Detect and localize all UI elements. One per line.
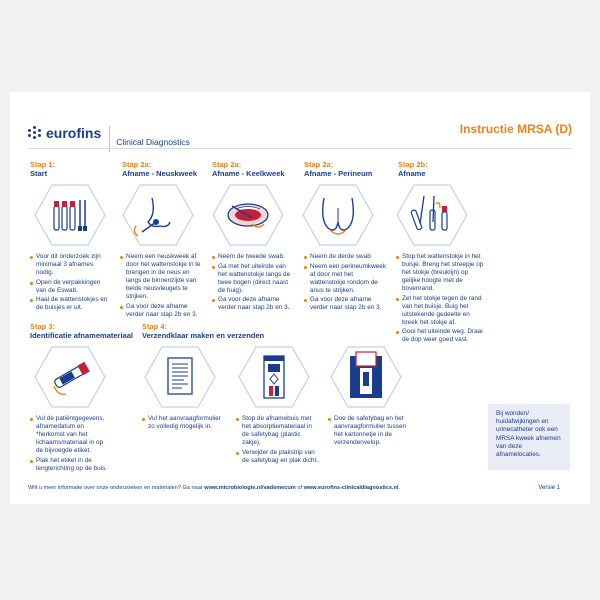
list-item: Vul het aanvraagformulier zo volledig mogelijk in. — [142, 415, 226, 431]
safety-bag-icon — [238, 346, 310, 408]
list-item: Ga voor deze afname verder naar stap 2b en 3. — [120, 303, 204, 319]
step-2b-title: Stap 2b: Afname — [398, 160, 428, 178]
step-1-bullets — [30, 253, 110, 314]
step-1-title: Stap 1: Start — [30, 160, 56, 178]
step-2a-nose-bullets — [120, 253, 204, 320]
list-item: Stop de afnamebuis met het absorptiemateriaal in de safetybag (plastic zakje). — [236, 415, 320, 447]
list-item: Ga voor deze afname verder naar stap 2b en 3. — [304, 296, 388, 312]
list-item: Verwijder de plakstrip van de safetybag en plak dicht. — [236, 449, 320, 465]
step-2b-bullets — [396, 253, 486, 346]
list-item: Neem een perineumkweek af door met het wattenstokje rondom de anus te strijken. — [304, 263, 388, 295]
list-item: Ga voor deze afname verder naar stap 2b en 3. — [212, 296, 296, 312]
step-2a-throat-bullets — [212, 253, 296, 314]
break-swab-icon — [396, 184, 468, 246]
list-item: Ga met het uiteinde van het wattenstokje langs de twee bogen (direct naast de huig). — [212, 263, 296, 295]
list-item: Open de verpakkingen van de Eswab. — [30, 279, 110, 295]
eurofins-logo-icon — [28, 126, 42, 140]
footer-info: Wilt u meer informatie over onze onderzoeken en materialen? Ga naar www.microbiologie.nl/vademecum of www.eurofins-clinicaldiagnostics.nl. — [28, 485, 401, 491]
list-item: Voor dit onderzoek zijn minimaal 3 afnames nodig. — [30, 253, 110, 277]
website-link[interactable]: www.eurofins-clinicaldiagnostics.nl — [303, 485, 399, 491]
list-item: Vul de patiëntgegevens, afnamedatum en *herkomst van het lichaamsmateriaal in op de bijvoegde etiket. — [30, 415, 112, 455]
step-4-form-bullets — [142, 415, 226, 433]
step-2a-perineum-title: Stap 2a: Afname - Perineum — [304, 160, 373, 178]
list-item: Stop het wattenstokje in het buisje. Breng het streepje op het stokje (breuklijn) op gelijke hoogte met de bovenrand. — [396, 253, 486, 293]
label-tube-icon — [34, 346, 106, 408]
step-4-envelope-bullets — [328, 415, 412, 449]
envelope-icon — [330, 346, 402, 408]
step-2a-throat-title: Stap 2a: Afname - Keelkweek — [212, 160, 285, 178]
throat-swab-icon — [212, 184, 284, 246]
step-2a-perineum-bullets — [304, 253, 388, 314]
step-4-title: Stap 4: Verzendklaar maken en verzenden — [142, 322, 265, 340]
header-divider — [28, 148, 572, 149]
vademecum-link[interactable]: www.microbiologie.nl/vademecum — [204, 485, 296, 491]
list-item: Neem de derde swab — [304, 253, 388, 261]
eurofins-logo — [28, 120, 190, 146]
brand-name: eurofins — [46, 125, 102, 141]
list-item: Haal de wattenstokjes en de buisjes er uit. — [30, 296, 110, 312]
form-icon — [144, 346, 216, 408]
tubes-icon — [34, 184, 106, 246]
nose-swab-icon — [122, 184, 194, 246]
list-item: Doe de safetybag en het aanvraagformulier tussen het kartonnetje in de verzendenvelop. — [328, 415, 412, 447]
step-4-bag-bullets — [236, 415, 320, 466]
list-item: Plak het etiket in de lengterichting op de buis. — [30, 457, 112, 473]
list-item: Neem een neuskweek af door het wattenstokje in te brengen in de neus en langs de binnenzijde van beide neusvleugels te strijken. — [120, 253, 204, 301]
version-label: Versie 1 — [538, 485, 560, 491]
step-3-title: Stap 3: Identificatie afnamemateriaal — [30, 322, 133, 340]
brand-subtitle: Clinical Diagnostics — [116, 137, 190, 147]
document-title: Instructie MRSA (D) — [459, 122, 572, 136]
step-2a-nose-title: Stap 2a: Afname - Neuskweek — [122, 160, 198, 178]
perineum-swab-icon — [302, 184, 374, 246]
list-item: Zet het stokje tegen de rand van het buisje. Buig het uitstekende gedeelte en breek het stokje af. — [396, 295, 486, 327]
list-item: Gooi het uiteinde weg. Draai de dop weer goed vast. — [396, 328, 486, 344]
wound-note-box: Bij wonden/ huidafwijkingen en urinecatheter ook een MRSA kweek afnemen van deze afnamelocaties. — [488, 404, 570, 470]
list-item: Neem de tweede swab. — [212, 253, 296, 261]
step-3-bullets — [30, 415, 112, 474]
